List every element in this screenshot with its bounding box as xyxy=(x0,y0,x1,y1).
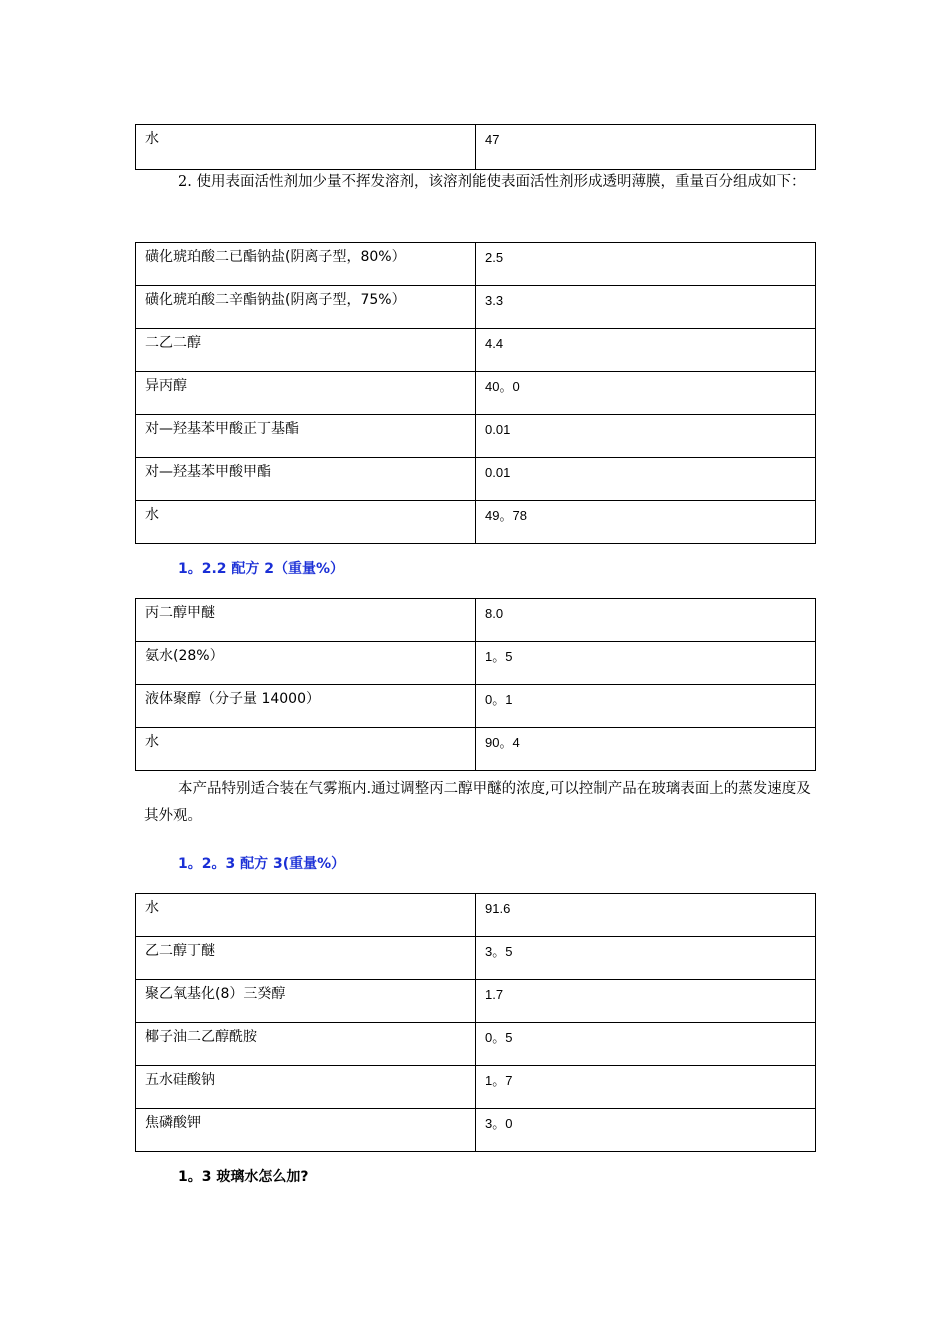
table-row xyxy=(136,372,816,415)
table-row xyxy=(136,980,816,1023)
table-row xyxy=(136,937,816,980)
table-row xyxy=(136,1023,816,1066)
table-row xyxy=(136,458,816,501)
ingredient-name: 丙二醇甲醚 xyxy=(136,599,476,642)
ingredient-value: 90。4 xyxy=(476,728,816,771)
ingredient-name: 对—羟基苯甲酸甲酯 xyxy=(136,458,476,501)
section-heading-how-to-add: 1。3 玻璃水怎么加? xyxy=(178,1169,309,1185)
ingredient-value: 47 xyxy=(476,125,816,170)
section-heading-formula-2: 1。2.2 配方 2（重量%） xyxy=(178,561,345,577)
ingredient-name: 氨水(28%） xyxy=(136,642,476,685)
table-formula-3 xyxy=(135,893,816,1152)
ingredient-value: 91.6 xyxy=(476,894,816,937)
table-row xyxy=(136,415,816,458)
table-row xyxy=(136,243,816,286)
ingredient-value: 1。7 xyxy=(476,1066,816,1109)
ingredient-value: 1.7 xyxy=(476,980,816,1023)
ingredient-value: 3。5 xyxy=(476,937,816,980)
ingredient-name: 磺化琥珀酸二辛酯钠盐(阴离子型，75%） xyxy=(136,286,476,329)
ingredient-name: 水 xyxy=(136,894,476,937)
table-row xyxy=(136,1109,816,1152)
ingredient-value: 1。5 xyxy=(476,642,816,685)
ingredient-value: 3.3 xyxy=(476,286,816,329)
ingredient-name: 液体聚醇（分子量 14000） xyxy=(136,685,476,728)
table-row xyxy=(136,286,816,329)
ingredient-value: 4.4 xyxy=(476,329,816,372)
paragraph-aerosol-note: 本产品特别适合装在气雾瓶内.通过调整丙二醇甲醚的浓度,可以控制产品在玻璃表面上的蒸发速度及其外观。 xyxy=(144,781,811,824)
ingredient-name: 聚乙氧基化(8）三癸醇 xyxy=(136,980,476,1023)
table-row xyxy=(136,685,816,728)
ingredient-value: 0。5 xyxy=(476,1023,816,1066)
ingredient-value: 0。1 xyxy=(476,685,816,728)
table-row xyxy=(136,329,816,372)
table-formula-2 xyxy=(135,598,816,771)
ingredient-value: 0.01 xyxy=(476,415,816,458)
table-formula-1 xyxy=(135,242,816,544)
section-heading-formula-3: 1。2。3 配方 3(重量%） xyxy=(178,856,346,872)
ingredient-value: 2.5 xyxy=(476,243,816,286)
ingredient-value: 8.0 xyxy=(476,599,816,642)
paragraph-surfactant-intro: 2. 使用表面活性剂加少量不挥发溶剂，该溶剂能使表面活性剂形成透明薄膜，重量百分组成如下： xyxy=(178,174,806,190)
table-row xyxy=(136,1066,816,1109)
ingredient-name: 焦磷酸钾 xyxy=(136,1109,476,1152)
ingredient-name: 五水硅酸钠 xyxy=(136,1066,476,1109)
ingredient-name: 水 xyxy=(136,501,476,544)
ingredient-name: 水 xyxy=(136,728,476,771)
ingredient-name: 异丙醇 xyxy=(136,372,476,415)
table-row xyxy=(136,501,816,544)
table-row xyxy=(136,599,816,642)
ingredient-value: 40。0 xyxy=(476,372,816,415)
table-row xyxy=(136,894,816,937)
ingredient-name: 乙二醇丁醚 xyxy=(136,937,476,980)
ingredient-name: 水 xyxy=(136,125,476,170)
table-row xyxy=(136,642,816,685)
ingredient-name: 二乙二醇 xyxy=(136,329,476,372)
ingredient-value: 0.01 xyxy=(476,458,816,501)
ingredient-name: 磺化琥珀酸二已酯钠盐(阴离子型，80%） xyxy=(136,243,476,286)
table-row xyxy=(136,728,816,771)
ingredient-value: 49。78 xyxy=(476,501,816,544)
ingredient-name: 椰子油二乙醇酰胺 xyxy=(136,1023,476,1066)
ingredient-name: 对—羟基苯甲酸正丁基酯 xyxy=(136,415,476,458)
ingredient-value: 3。0 xyxy=(476,1109,816,1152)
